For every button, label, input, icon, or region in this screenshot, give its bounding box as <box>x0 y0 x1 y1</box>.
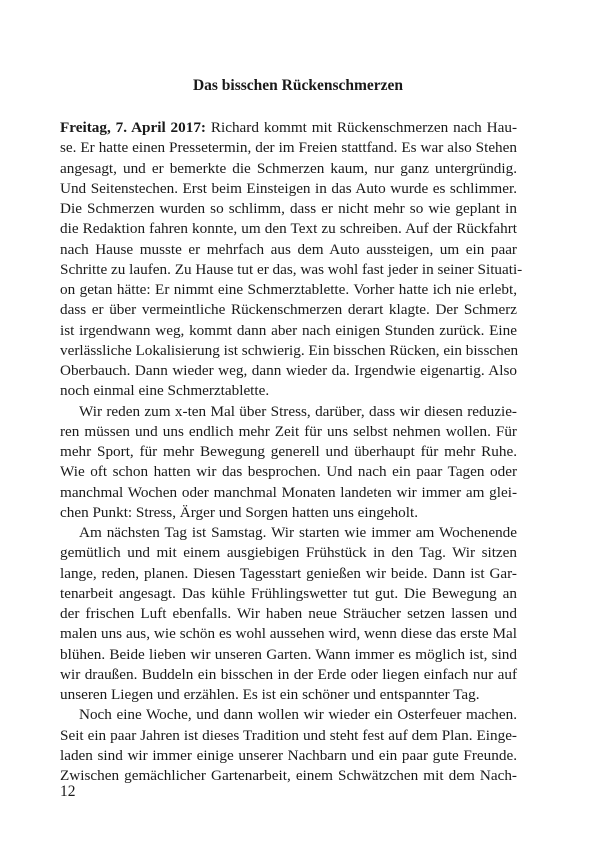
text-line: chen Punkt: Stress, Ärger und Sorgen hatten uns eingeholt. <box>60 503 418 521</box>
page-number: 12 <box>60 783 76 800</box>
text-line: Am nächsten Tag ist Samstag. Wir starten wie immer am Wochenende <box>79 524 517 541</box>
date-lead: Freitag, 7. April 2017: <box>60 119 206 136</box>
text-line: Noch eine Woche, und dann wollen wir wieder ein Osterfeuer machen. <box>79 706 517 724</box>
text-line: malen uns aus, wie schön es wohl aussehen wird, wenn diese das erste Mal <box>60 625 517 643</box>
text-line: Wie oft schon hatten wir das besprochen. Und nach ein paar Tagen oder <box>60 463 517 481</box>
text-line: Wir reden zum x-ten Mal über Stress, darüber, dass wir diesen reduzie- <box>79 402 517 420</box>
text-line: angesagt, und er bemerkte die Schmerzen kaum, nur ganz untergründig. <box>60 159 517 177</box>
text-line: dass er über vermeintliche Rückenschmerzen derart klagte. Der Schmerz <box>60 301 517 319</box>
text-line: Und Seitenstechen. Erst beim Einsteigen in das Auto wurde es schlimmer. <box>60 179 517 197</box>
text-line: lange, reden, planen. Diesen Tagesstart genießen wir beide. Dann ist Gar- <box>60 564 517 582</box>
text-line: unseren Liegen und erzählen. Es ist ein schöner und entspannter Tag. <box>60 686 480 703</box>
text-line: Die Schmerzen wurden so schlimm, dass er nicht mehr so wie geplant in <box>60 200 517 217</box>
text-line: verlässliche Lokalisierung ist schwierig. Ein bisschen Rücken, ein bisschen <box>60 341 519 359</box>
text-line: Schritte zu laufen. Zu Hause tut er das, was wohl fast jeder in seiner Situati- <box>60 260 523 278</box>
text-line: nach Hause musste er mehrfach aus dem Auto aussteigen, um ein paar <box>60 240 517 258</box>
text-line: laden sind wir immer einige unserer Nachbarn und ein paar gute Freunde. <box>60 746 517 764</box>
text-line: der frischen Luft ebenfalls. Wir haben neue Sträucher setzen lassen und <box>60 605 517 622</box>
text-line: wir draußen. Buddeln ein bisschen in der Erde oder liegen einfach nur auf <box>60 665 517 683</box>
text-line: noch einmal eine Schmerztablette. <box>60 382 270 400</box>
text-line: ren müssen und uns endlich mehr Zeit für uns selbst nehmen wollen. Für <box>60 422 517 440</box>
text-line: mehr Sport, für mehr Bewegung generell und überhaupt für mehr Ruhe. <box>60 443 517 460</box>
body-text <box>60 118 523 786</box>
text-line: Zwischen gemächlicher Gartenarbeit, einem Schwätzchen mit dem Nach- <box>60 767 517 784</box>
chapter-title: Das bisschen Rückenschmerzen <box>192 77 404 94</box>
text-line: manchmal Wochen oder manchmal Monaten landeten wir immer am glei- <box>60 483 517 501</box>
text-line: se. Er hatte einen Pressetermin, der im Freien stattfand. Es war also Stehen <box>60 139 517 157</box>
text-line: tenarbeit angesagt. Das kühle Frühlingswetter tut gut. Die Bewegung an <box>60 584 517 602</box>
text-line: on getan hätte: Er nimmt eine Schmerztablette. Vorher hatte ich nie erlebt, <box>60 281 517 298</box>
text-line: Freitag, 7. April 2017: Richard kommt mit Rückenschmerzen nach Hau- <box>60 119 518 136</box>
text-line: Seit ein paar Jahren ist dieses Tradition und steht fest auf dem Plan. Einge- <box>60 726 517 744</box>
text-line: gemütlich und mit einem ausgiebigen Frühstück in den Tag. Wir sitzen <box>60 544 517 562</box>
text-line: die Redaktion fahren konnte, um den Text zu schreiben. Auf der Rückfahrt <box>60 220 517 238</box>
text-line: blühen. Beide lieben wir unseren Garten. Wann immer es möglich ist, sind <box>60 645 517 663</box>
text-line: ist irgendwann weg, kommt dann aber nach einigen Stunden zurück. Eine <box>60 321 517 339</box>
text-line: Oberbauch. Dann wieder weg, dann wieder da. Irgendwie eigenartig. Also <box>60 362 517 379</box>
